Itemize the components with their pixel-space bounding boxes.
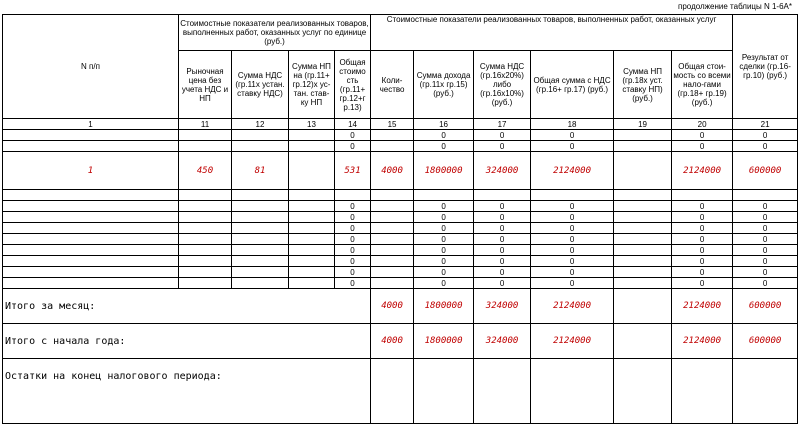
header-n: N п/п [3, 15, 179, 119]
cell-zero: 0 [531, 130, 614, 141]
cell-zero: 0 [531, 141, 614, 152]
month-total-label: Итого за месяц: [3, 289, 371, 324]
cell-zero: 0 [474, 267, 531, 278]
cell-zero: 0 [474, 245, 531, 256]
cell-zero: 0 [531, 267, 614, 278]
cell-total-c17: 324000 [474, 289, 531, 324]
table-row-year-total [3, 324, 798, 359]
cell-zero: 0 [531, 212, 614, 223]
cell-zero: 0 [672, 234, 733, 245]
header-c14: Общая стоимо сть (гр.11+ гр.12+г р.13) [335, 51, 371, 119]
cell-zero: 0 [335, 278, 371, 289]
col-number: 12 [232, 119, 289, 130]
col-number: 19 [614, 119, 672, 130]
cell-c14: 531 [335, 152, 371, 190]
col-number: 17 [474, 119, 531, 130]
cell-c20: 2124000 [672, 152, 733, 190]
cell-year-c15: 4000 [371, 324, 414, 359]
cell-zero: 0 [414, 201, 474, 212]
table-row [3, 152, 798, 190]
table-row [3, 141, 798, 152]
cell-zero: 0 [672, 267, 733, 278]
cell-zero: 0 [733, 141, 798, 152]
cell-c21: 600000 [733, 152, 798, 190]
continuation-label: продолжение таблицы N 1-6А* [678, 2, 792, 11]
cell-zero: 0 [733, 278, 798, 289]
table-row [3, 201, 798, 212]
cell-zero: 0 [414, 245, 474, 256]
table-row [3, 234, 798, 245]
cell-total-c18: 2124000 [531, 289, 614, 324]
cell-total-c15: 4000 [371, 289, 414, 324]
header-c12: Сумма НДС (гр.11х устан. ставку НДС) [232, 51, 289, 119]
table-row [3, 130, 798, 141]
cell-year-c18: 2124000 [531, 324, 614, 359]
cell-zero: 0 [531, 245, 614, 256]
cell-zero: 0 [335, 245, 371, 256]
column-numbers-row [3, 119, 798, 130]
cell-zero: 0 [672, 201, 733, 212]
cell-c12: 81 [232, 152, 289, 190]
header-c20: Общая стои-мость со всеми нало-гами (гр.18+ гр.19) (руб.) [672, 51, 733, 119]
cell-zero: 0 [414, 223, 474, 234]
cell-zero: 0 [414, 212, 474, 223]
cell-zero: 0 [733, 245, 798, 256]
cell-zero: 0 [672, 278, 733, 289]
table-row [3, 223, 798, 234]
cell-zero: 0 [733, 256, 798, 267]
cell-zero: 0 [414, 278, 474, 289]
cell-zero: 0 [733, 212, 798, 223]
cell-year-c16: 1800000 [414, 324, 474, 359]
table-row [3, 190, 798, 201]
header-group-unit: Стоимостные показатели реализованных товаров, выполненных работ, оказанных услуг по единице (руб.) [179, 15, 371, 51]
cell-zero: 0 [733, 130, 798, 141]
header-result: Результат от сделки (гр.16-гр.10) (руб.) [733, 15, 798, 119]
year-total-label: Итого с начала года: [3, 324, 371, 359]
cell-zero: 0 [474, 278, 531, 289]
cell-zero: 0 [335, 141, 371, 152]
cell-zero: 0 [474, 234, 531, 245]
cell-total-c16: 1800000 [414, 289, 474, 324]
cell-zero: 0 [414, 256, 474, 267]
col-number: 1 [3, 119, 179, 130]
cell-zero: 0 [335, 234, 371, 245]
cell-zero: 0 [414, 141, 474, 152]
cell-zero: 0 [474, 141, 531, 152]
table-row-month-total [3, 289, 798, 324]
cell-n: 1 [3, 152, 179, 190]
cell-zero: 0 [414, 130, 474, 141]
cell-zero: 0 [733, 234, 798, 245]
cell-zero: 0 [474, 212, 531, 223]
col-number: 21 [733, 119, 798, 130]
cell-c11: 450 [179, 152, 232, 190]
cell-zero: 0 [335, 223, 371, 234]
cell-year-c20: 2124000 [672, 324, 733, 359]
cell-zero: 0 [474, 223, 531, 234]
cell-zero: 0 [531, 256, 614, 267]
col-number: 13 [289, 119, 335, 130]
cell-zero: 0 [335, 267, 371, 278]
cell-zero: 0 [733, 267, 798, 278]
cell-total-c20: 2124000 [672, 289, 733, 324]
cell-zero: 0 [414, 267, 474, 278]
remainder-label: Остатки на конец налогового периода: [3, 359, 371, 424]
cell-zero: 0 [474, 256, 531, 267]
col-number: 14 [335, 119, 371, 130]
cell-zero: 0 [414, 234, 474, 245]
table-row [3, 212, 798, 223]
cell-zero: 0 [474, 130, 531, 141]
cell-zero: 0 [672, 212, 733, 223]
header-c18: Общая сумма с НДС (гр.16+ гр.17) (руб.) [531, 51, 614, 119]
cell-c16: 1800000 [414, 152, 474, 190]
cell-zero: 0 [672, 223, 733, 234]
cell-zero: 0 [531, 234, 614, 245]
table-row [3, 267, 798, 278]
cell-zero: 0 [531, 278, 614, 289]
col-number: 20 [672, 119, 733, 130]
col-number: 11 [179, 119, 232, 130]
header-c16: Сумма дохода (гр.11х гр.15) (руб.) [414, 51, 474, 119]
cell-zero: 0 [474, 201, 531, 212]
cell-zero: 0 [733, 223, 798, 234]
table-row [3, 256, 798, 267]
cell-zero: 0 [531, 201, 614, 212]
cell-zero: 0 [672, 256, 733, 267]
cell-zero: 0 [335, 256, 371, 267]
cell-c18: 2124000 [531, 152, 614, 190]
header-c13: Сумма НП на (гр.11+ гр.12)х ус-тан. став-ку НП [289, 51, 335, 119]
cell-zero: 0 [335, 201, 371, 212]
report-table [2, 14, 798, 424]
cell-total-c21: 600000 [733, 289, 798, 324]
cell-zero: 0 [672, 245, 733, 256]
cell-c17: 324000 [474, 152, 531, 190]
cell-zero: 0 [733, 201, 798, 212]
col-number: 15 [371, 119, 414, 130]
cell-zero: 0 [531, 223, 614, 234]
cell-year-c17: 324000 [474, 324, 531, 359]
table-row [3, 278, 798, 289]
col-number: 18 [531, 119, 614, 130]
col-number: 16 [414, 119, 474, 130]
table-row [3, 245, 798, 256]
cell-zero: 0 [335, 130, 371, 141]
cell-c15: 4000 [371, 152, 414, 190]
cell-zero: 0 [335, 212, 371, 223]
header-c15: Коли-чество [371, 51, 414, 119]
cell-year-c21: 600000 [733, 324, 798, 359]
header-c11: Рыночная цена без учета НДС и НП [179, 51, 232, 119]
cell-zero: 0 [672, 141, 733, 152]
header-c19: Сумма НП (гр.18х уст. ставку НП) (руб.) [614, 51, 672, 119]
header-c17: Сумма НДС (гр.16х20%) либо (гр.16х10%) (руб.) [474, 51, 531, 119]
header-group-total: Стоимостные показатели реализованных товаров, выполненных работ, оказанных услуг [371, 15, 733, 51]
cell-zero: 0 [672, 130, 733, 141]
